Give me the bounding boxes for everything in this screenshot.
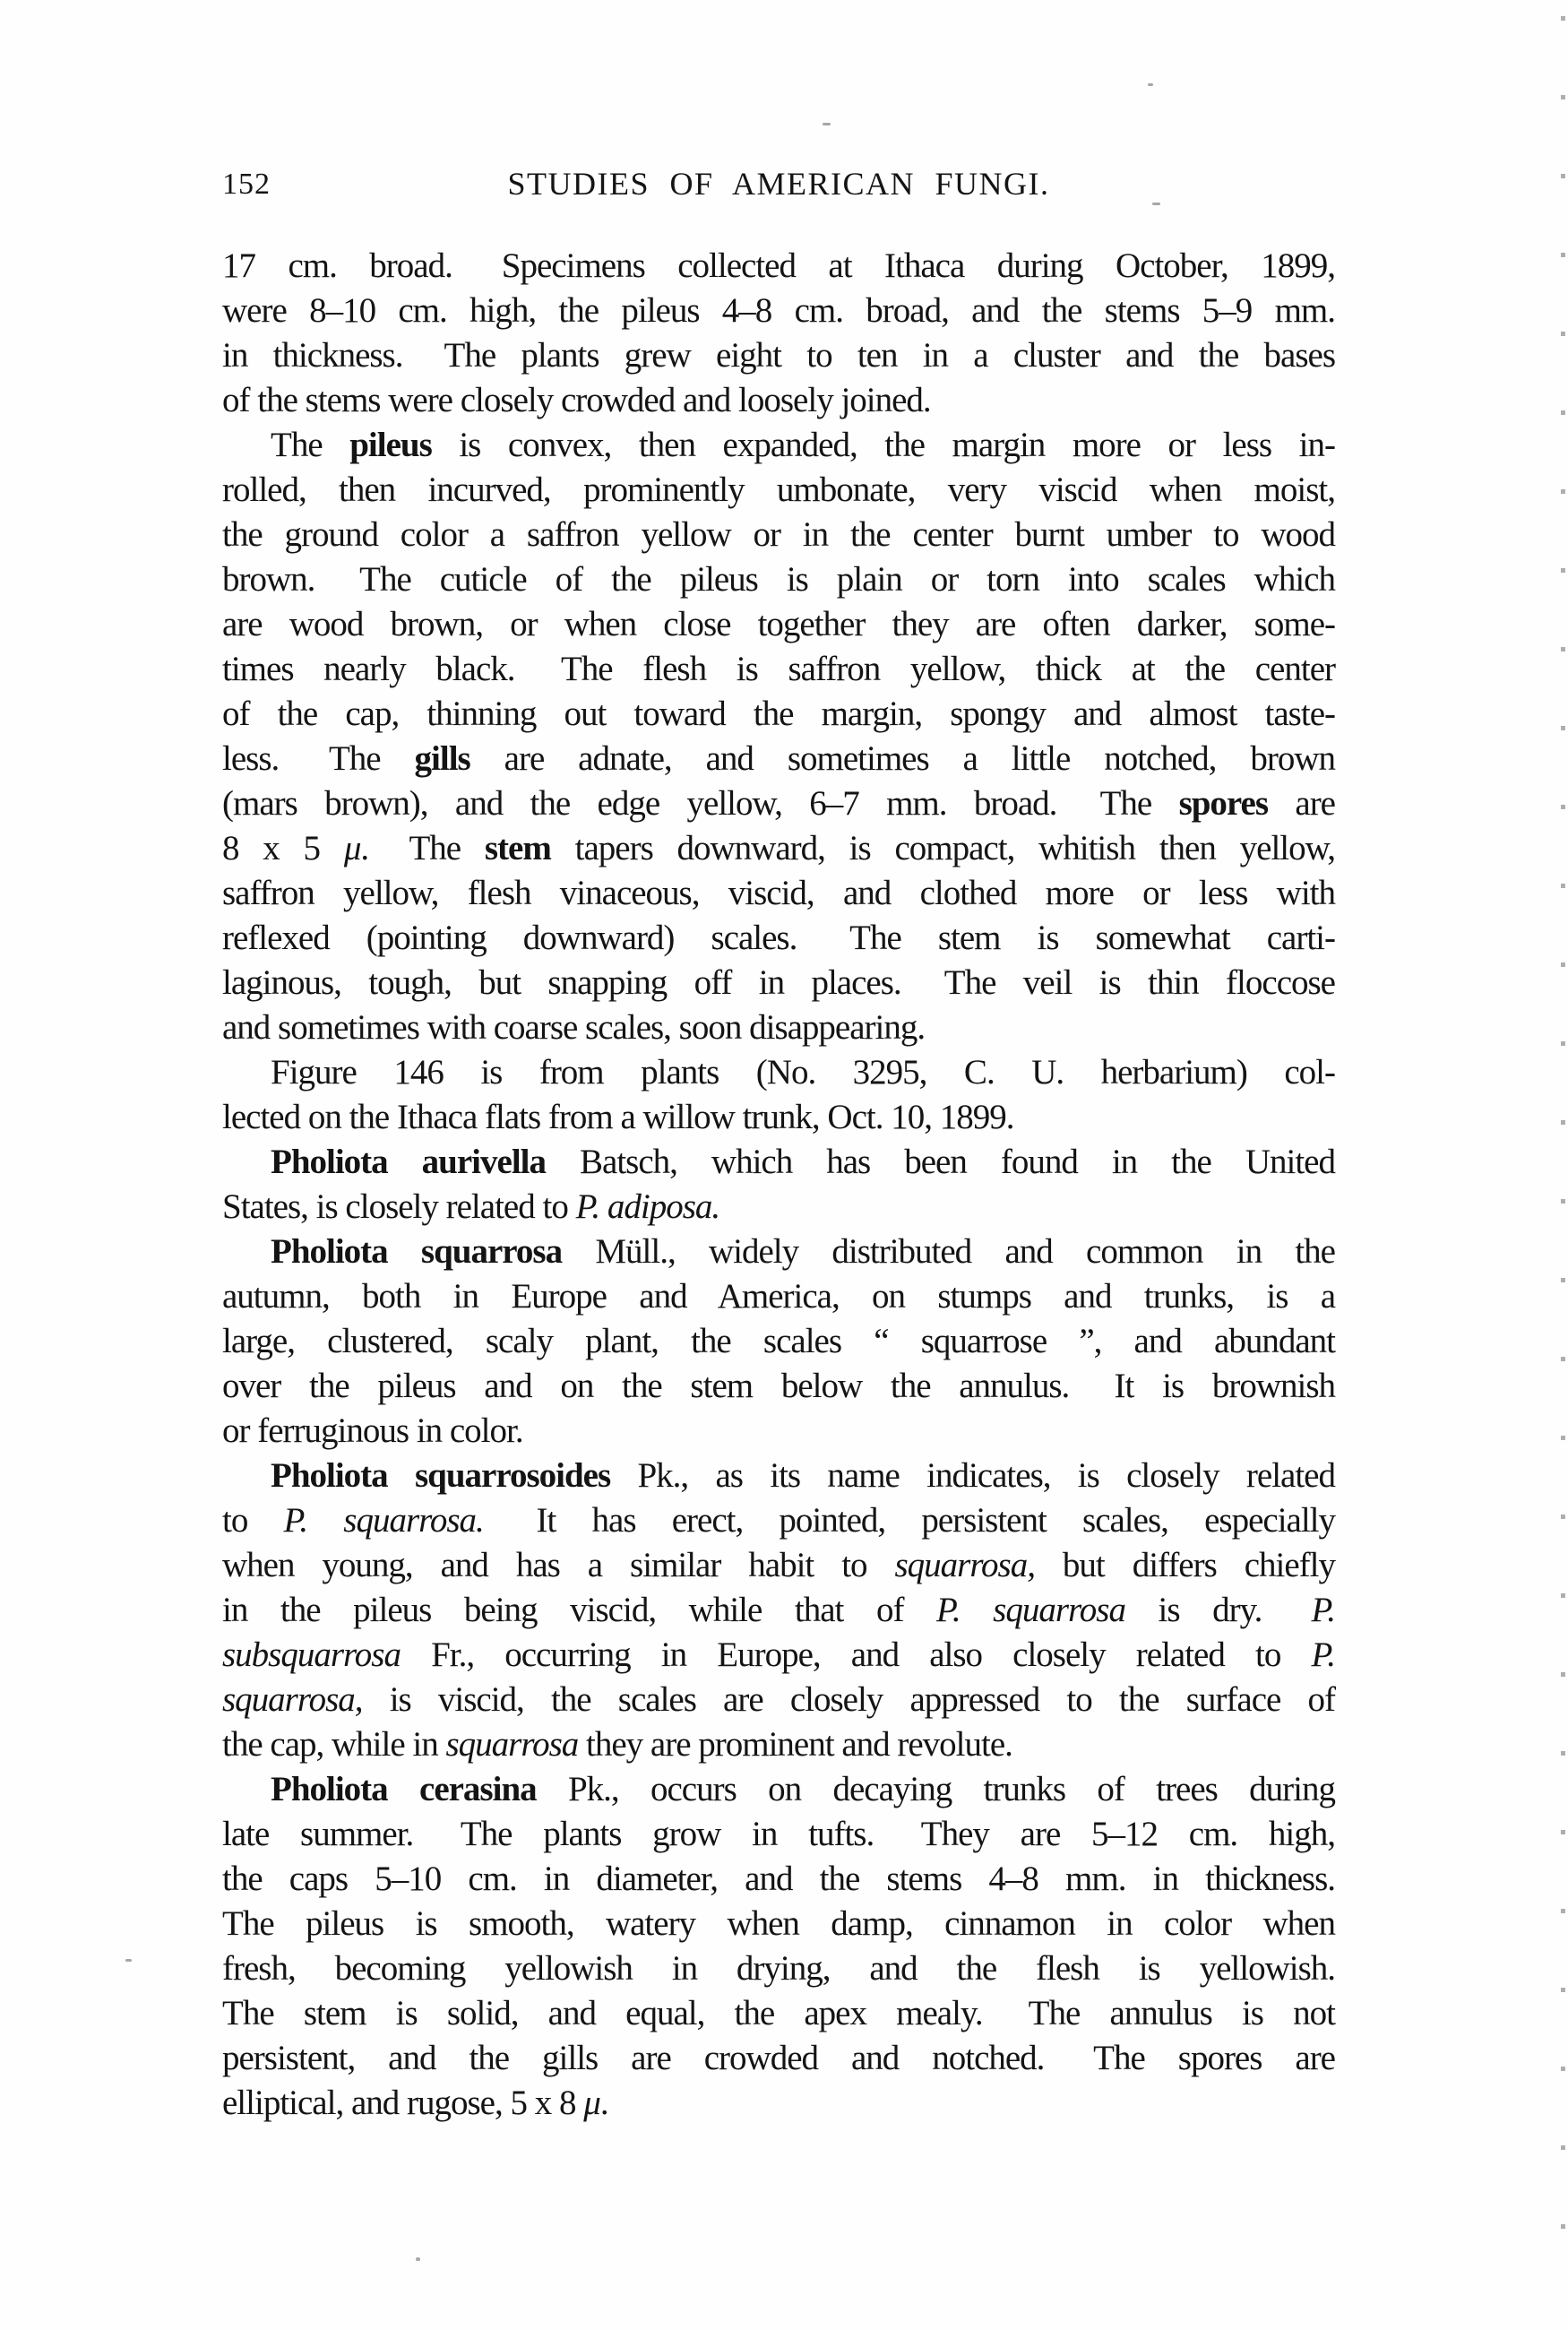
- paragraph: [222, 1230, 1335, 1454]
- italic-term: P.: [1311, 1591, 1335, 1629]
- scan-edge-artifact: [1561, 16, 1565, 2276]
- text-line: [222, 513, 1335, 557]
- italic-term: P.: [1311, 1635, 1335, 1674]
- text-line: [222, 2036, 1335, 2081]
- text-segment: the ground color a saffron yellow or in the center burnt umber to wood: [222, 515, 1335, 554]
- text-line: [222, 378, 1335, 423]
- text-segment: are: [1268, 784, 1335, 823]
- text-line: [222, 1319, 1335, 1364]
- text-segment: of the stems were closely crowded and loosely joined.: [222, 381, 931, 419]
- text-line: [222, 692, 1335, 737]
- text-line: [222, 1857, 1335, 1902]
- text-segment: to: [222, 1501, 284, 1540]
- text-segment: times nearly black. The flesh is saffron yellow, thick at the center: [222, 650, 1335, 688]
- text-segment: Pk., occurs on decaying trunks of trees during: [536, 1770, 1335, 1808]
- text-segment: fresh, becoming yellowish in drying, and the flesh is yellowish.: [222, 1949, 1335, 1988]
- text-segment: in thickness. The plants grew eight to ten in a cluster and the bases: [222, 336, 1335, 375]
- italic-term: subsquarrosa: [222, 1635, 401, 1674]
- bold-term: pileus: [349, 426, 432, 464]
- text-segment: in the pileus being viscid, while that of: [222, 1591, 937, 1629]
- italic-term: squarrosa: [445, 1725, 579, 1764]
- page-number: 152: [222, 168, 271, 201]
- text-segment: Figure 146 is from plants (No. 3295, C. U. herbarium) col-: [271, 1053, 1335, 1092]
- text-segment: reflexed (pointing downward) scales. The stem is somewhat carti-: [222, 919, 1335, 957]
- text-segment: persistent, and the gills are crowded and notched. The spores are: [222, 2039, 1335, 2077]
- text-segment: It has erect, pointed, persistent scales, especially: [483, 1501, 1336, 1540]
- text-segment: . The: [360, 829, 485, 867]
- text-segment: the cap, while in: [222, 1725, 446, 1764]
- scan-speck: [1152, 203, 1160, 205]
- text-line: [222, 647, 1335, 692]
- text-line: [222, 244, 1335, 289]
- text-segment: Fr., occurring in Europe, and also closely related to: [400, 1635, 1312, 1674]
- bold-term: Pholiota squarrosoides: [271, 1456, 611, 1495]
- text-segment: or ferruginous in color.: [222, 1411, 523, 1450]
- text-line: [222, 961, 1335, 1005]
- page-header: [222, 165, 1335, 204]
- text-segment: laginous, tough, but snapping off in places. The veil is thin floccose: [222, 963, 1335, 1002]
- italic-term: squarrosa,: [894, 1546, 1035, 1584]
- text-segment: tapers downward, is compact, whitish then yellow,: [550, 829, 1336, 867]
- text-segment: brown. The cuticle of the pileus is plain or torn into scales which: [222, 560, 1335, 599]
- scan-speck: [125, 1959, 132, 1962]
- text-line: [222, 1274, 1335, 1319]
- text-line: [222, 1946, 1335, 1991]
- text-line: [222, 826, 1335, 871]
- scan-speck: [823, 123, 831, 125]
- paragraph: [222, 1767, 1335, 2126]
- text-segment: late summer. The plants grow in tufts. They are 5–12 cm. high,: [222, 1815, 1335, 1853]
- text-line: [222, 1498, 1335, 1543]
- text-line: [222, 1140, 1335, 1185]
- text-segment: over the pileus and on the stem below the annulus. It is brownish: [222, 1367, 1335, 1405]
- italic-term: μ: [343, 829, 361, 867]
- text-line: [222, 1812, 1335, 1857]
- text-segment: is dry.: [1124, 1591, 1312, 1629]
- text-line: [222, 871, 1335, 916]
- text-segment: less. The: [222, 739, 415, 778]
- text-segment: Batsch, which has been found in the United: [546, 1143, 1335, 1181]
- text-line: [222, 1588, 1335, 1633]
- italic-term: μ: [583, 2084, 600, 2122]
- text-segment: when young, and has a similar habit to: [222, 1546, 895, 1584]
- italic-term: P. squarrosa.: [283, 1501, 484, 1540]
- text-segment: 8 x 5: [222, 829, 344, 867]
- text-line: [222, 1095, 1335, 1140]
- paragraph: [222, 244, 1335, 423]
- text-segment: Müll., widely distributed and common in the: [562, 1232, 1335, 1271]
- text-line: [222, 468, 1335, 513]
- body-text: [222, 244, 1335, 2126]
- text-line: [222, 1005, 1335, 1050]
- bold-term: Pholiota squarrosa: [271, 1232, 563, 1271]
- italic-term: P. adiposa.: [575, 1187, 720, 1226]
- text-line: [222, 1991, 1335, 2036]
- text-line: [222, 1678, 1335, 1722]
- italic-term: squarrosa,: [222, 1680, 363, 1719]
- paragraph: [222, 423, 1335, 1050]
- text-line: [222, 1543, 1335, 1588]
- running-title: STUDIES OF AMERICAN FUNGI.: [507, 166, 1050, 202]
- text-segment: and sometimes with coarse scales, soon disappearing.: [222, 1008, 926, 1047]
- text-segment: of the cap, thinning out toward the margin, spongy and almost taste-: [222, 695, 1335, 733]
- text-segment: saffron yellow, flesh vinaceous, viscid, and clothed more or less with: [222, 874, 1335, 912]
- text-line: [222, 781, 1335, 826]
- text-segment: is convex, then expanded, the margin more or less in-: [431, 426, 1335, 464]
- text-segment: The: [271, 426, 350, 464]
- text-line: [222, 1767, 1335, 1812]
- text-line: [222, 1454, 1335, 1498]
- text-line: [222, 737, 1335, 781]
- text-segment: (mars brown), and the edge yellow, 6–7 mm. broad. The: [222, 784, 1179, 823]
- text-line: [222, 557, 1335, 602]
- bold-term: Pholiota cerasina: [271, 1770, 537, 1808]
- paragraph: [222, 1454, 1335, 1767]
- text-segment: large, clustered, scaly plant, the scales “ squarrose ”, and abundant: [222, 1322, 1335, 1360]
- text-segment: autumn, both in Europe and America, on stumps and trunks, is a: [222, 1277, 1335, 1316]
- text-line: [222, 1722, 1335, 1767]
- text-line: [222, 2081, 1335, 2126]
- text-segment: are wood brown, or when close together they are often darker, some-: [222, 605, 1335, 643]
- text-line: [222, 333, 1335, 378]
- text-line: [222, 1409, 1335, 1454]
- text-segment: the caps 5–10 cm. in diameter, and the stems 4–8 mm. in thickness.: [222, 1860, 1335, 1898]
- text-segment: States, is closely related to: [222, 1187, 576, 1226]
- text-line: [222, 1185, 1335, 1230]
- bold-term: Pholiota aurivella: [271, 1143, 546, 1181]
- bold-term: gills: [414, 739, 470, 778]
- text-segment: Pk., as its name indicates, is closely related: [610, 1456, 1335, 1495]
- text-line: [222, 289, 1335, 333]
- text-segment: The pileus is smooth, watery when damp, cinnamon in color when: [222, 1904, 1335, 1943]
- text-segment: is viscid, the scales are closely appressed to the surface of: [362, 1680, 1335, 1719]
- text-segment: .: [599, 2084, 608, 2122]
- scan-speck: [416, 2257, 420, 2261]
- text-segment: elliptical, and rugose, 5 x 8: [222, 2084, 584, 2122]
- bold-term: spores: [1178, 784, 1269, 823]
- text-line: [222, 916, 1335, 961]
- text-segment: lected on the Ithaca flats from a willow trunk, Oct. 10, 1899.: [222, 1098, 1014, 1136]
- text-line: [222, 1633, 1335, 1678]
- text-segment: 17 cm. broad. Specimens collected at Ithaca during October, 1899,: [222, 246, 1335, 285]
- text-line: [222, 602, 1335, 647]
- text-segment: are adnate, and sometimes a little notched, brown: [470, 739, 1335, 778]
- text-segment: but differs chiefly: [1034, 1546, 1335, 1584]
- scan-speck: [1148, 83, 1153, 86]
- text-segment: rolled, then incurved, prominently umbonate, very viscid when moist,: [222, 470, 1335, 509]
- text-segment: they are prominent and revolute.: [578, 1725, 1012, 1764]
- paragraph: [222, 1140, 1335, 1230]
- italic-term: P. squarrosa: [936, 1591, 1125, 1629]
- text-segment: were 8–10 cm. high, the pileus 4–8 cm. broad, and the stems 5–9 mm.: [222, 291, 1335, 330]
- text-line: [222, 1902, 1335, 1946]
- text-line: [222, 1230, 1335, 1274]
- text-line: [222, 1364, 1335, 1409]
- bold-term: stem: [484, 829, 551, 867]
- text-segment: The stem is solid, and equal, the apex mealy. The annulus is not: [222, 1994, 1335, 2032]
- text-line: [222, 1050, 1335, 1095]
- text-line: [222, 423, 1335, 468]
- paragraph: [222, 1050, 1335, 1140]
